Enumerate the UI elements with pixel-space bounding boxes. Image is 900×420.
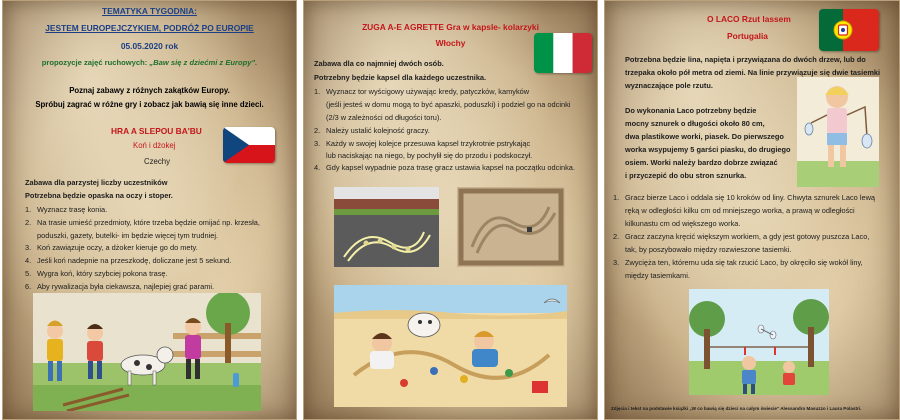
panel-italy [303,0,598,420]
needs-line: dwa plastikowe worki, piasek. Do pierwszego [625,132,784,141]
step-item: ręką w odległości kilku cm od mniejszego worka, a prawą w odległości [625,206,855,215]
country-label: Włochy [435,38,466,48]
game-title: O LACO Rzut lassem [707,14,791,24]
step-item: 1. Wyznacz trasę konia. [25,205,108,214]
week-theme-label: TEMATYKA TYGODNIA: [102,6,197,16]
game-title: ZUGA A-E AGRETTE Gra w kapsle- kolarzyki [362,22,539,32]
week-theme-title: JESTEM EUROPEJCZYKIEM, PODRÓŻ PO EUROPIE [45,23,254,33]
step-item: 2. Należy ustalić kolejność graczy. [314,126,430,135]
flag-czech-icon [223,127,275,163]
credit-text: Zdjęcia i tekst na podstawie książki „W co bawią się dzieci na całym świecie" Alessandro Masuzzo i Laura Polastri. [611,406,862,411]
panel-czech [2,0,297,420]
laco-throw-illustration [689,289,829,395]
step-item: 6. Aby rywalizacja była ciekawsza, najlepiej grać parami. [25,282,215,291]
step-item: między tasiemkami. [625,271,690,280]
intro-line: wyznaczające pole rzutu. [625,81,713,90]
desc-line-2: Potrzebny będzie kapsel dla każdego uczestnika. [314,73,487,82]
needs-line: worka wsypujemy 5 garści piasku, do drugiego [625,145,791,154]
step-item: lub naciskając na niego, by pochylił się do przodu i podskoczył. [326,151,533,160]
game-subtitle: Koń i dżokej [133,141,176,150]
step-item: 3. Zwycięża ten, któremu uda się tak rzucić Laco, by okręciło się wokół liny, [613,258,863,267]
step-item: 2. Gracz zaczyna kręcić większym workiem, a gdy jest gotowy puszcza Laco, [613,232,870,241]
flag-portugal-icon [819,9,879,51]
panel-portugal [604,0,900,420]
proposal-prefix: propozycje zajęć ruchowych: [41,58,150,67]
date-text: 05.05.2020 rok [120,41,179,51]
needs-line: osiem. Worki należy bardzo dobrze związać [625,158,778,167]
intro-line-1: Poznaj zabawy z różnych zakątków Europy. [69,86,230,95]
step-item: (2/3 w zależności od długości toru). [326,113,442,122]
step-item: 4. Jeśli koń nadepnie na przeszkodę, doliczane jest 5 sekund. [25,256,232,265]
country-label: Czechy [144,157,170,166]
flag-italy-icon [534,33,592,73]
desc-line-1: Zabawa dla parzystej liczby uczestników [25,178,168,187]
chalk-track-photo [334,187,439,267]
country-label: Portugalia [727,31,768,41]
step-item: kilkunastu cm od większego worka. [625,219,741,228]
intro-line: Potrzebna będzie lina, napięta i przywiązana do dwóch drzew, lub do [625,55,866,64]
step-item: 2. Na trasie umieść przedmioty, które trzeba będzie omijać np. krzesła, [25,218,260,227]
step-item: tak, by poszybowało między rozwieszone tasiemki. [625,245,792,254]
step-item: (jeśli jesteś w domu mogą to być apaszki, poduszki) i podziel go na odcinki [326,100,571,109]
step-item: 1. Gracz bierze Laco i oddala się 10 kroków od liny. Chwyta sznurek Laco lewą [613,193,876,202]
step-item: 3. Każdy w swojej kolejce przesuwa kapsel trzykrotnie pstrykając [314,139,531,148]
step-item: 3. Koń zawiązuje oczy, a dżoker kieruje go do mety. [25,243,198,252]
game-title: HRA A SLEPOU BA'BU [111,126,202,136]
step-item: poduszki, gazety, butelki- im będzie więcej tym trudniej. [37,231,219,240]
proposal-line [3,59,296,67]
sand-track-photo [457,187,565,267]
step-item: 5. Wygra koń, który szybciej pokona trasę. [25,269,168,278]
needs-line: mocny sznurek o długości około 80 cm, [625,119,765,128]
proposal-highlight: „Baw się z dziećmi z Europy". [149,58,258,67]
intro-line-2: Spróbuj zagrać w różne gry i zobacz jak bawią się inne dzieci. [35,100,264,109]
step-item: 4. Gdy kapsel wypadnie poza trasę gracz ustawia kapsel na początku odcinka. [314,163,575,172]
needs-line: Do wykonania Laco potrzebny będzie [625,106,757,115]
step-item: 1. Wyznacz tor wyścigowy używając kredy, patyczków, kamyków [314,87,530,96]
needs-line: i przyczepić do obu stron sznurka. [625,171,747,180]
desc-line-2: Potrzebna będzie opaska na oczy i stoper. [25,191,173,200]
children-playing-illustration [33,293,261,411]
desc-line-1: Zabawa dla co najmniej dwóch osób. [314,59,444,68]
kid-with-laco-illustration [797,77,879,187]
beach-caps-illustration [334,285,567,407]
intro-line: trzepaka około pół metra od ziemi. Na linie przywiązuje się dwie tasiemki [625,68,881,77]
